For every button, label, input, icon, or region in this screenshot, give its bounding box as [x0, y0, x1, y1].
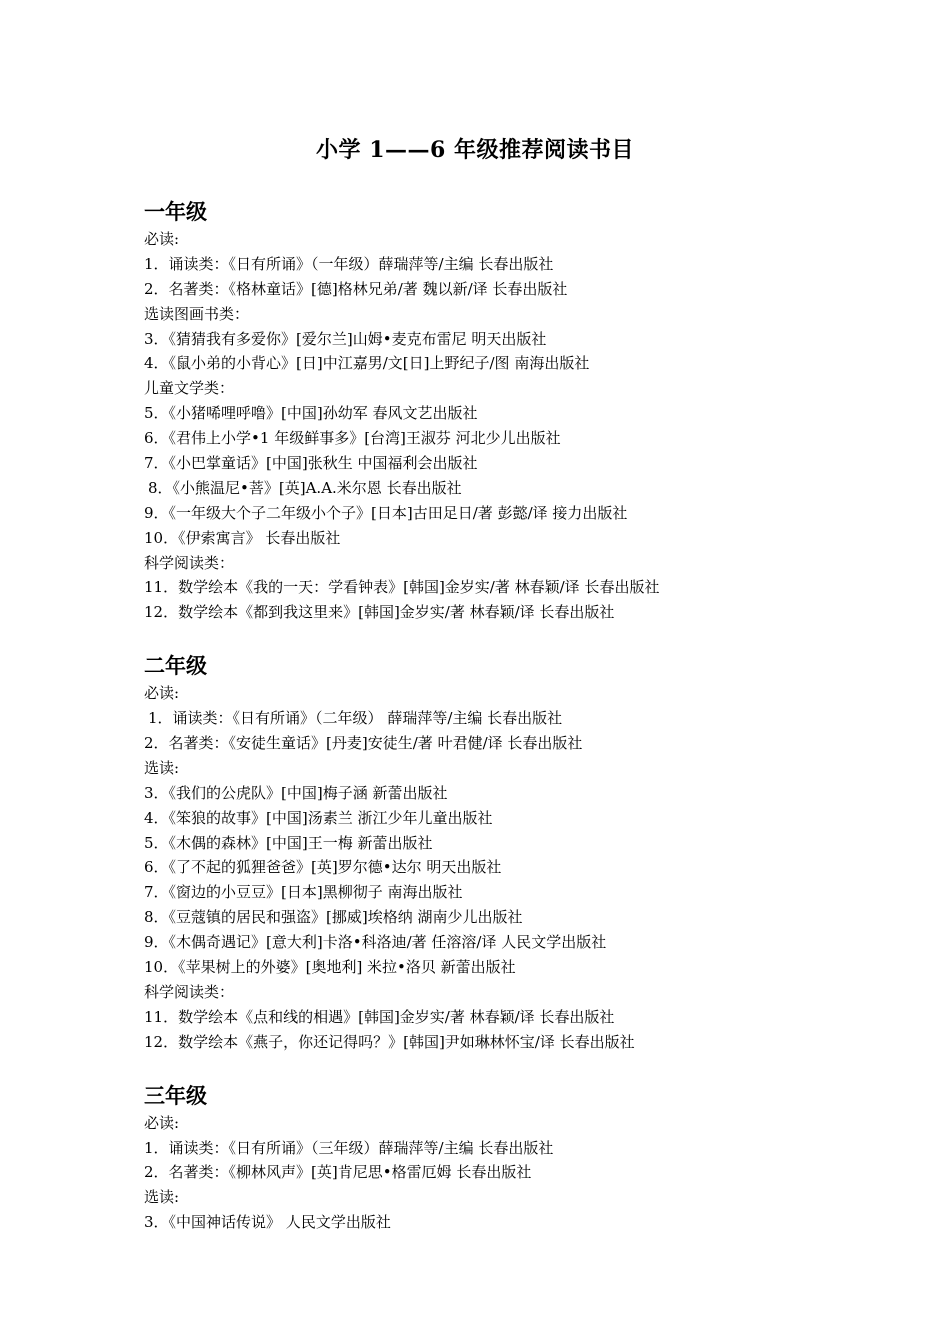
list-line: 4．《鼠小弟的小背心》[日]中江嘉男/文[日]上野纪子/图 南海出版社	[144, 354, 590, 373]
list-line: 选读:	[144, 758, 180, 777]
grade-heading: 三年级	[144, 1082, 207, 1108]
list-line: 儿童文学类：	[144, 379, 235, 398]
page-title: 小学 1——6 年级推荐阅读书目	[316, 137, 634, 163]
list-line: 7．《小巴掌童话》[中国]张秋生 中国福利会出版社	[144, 454, 478, 473]
list-line: 4．《笨狼的故事》[中国]汤素兰 浙江少年儿童出版社	[144, 808, 493, 827]
list-line: 必读:	[144, 684, 180, 703]
list-line: 2．名著类：《安徒生童话》[丹麦]安徒生/著 叶君健/译 长春出版社	[144, 734, 583, 753]
list-line: 9．《木偶奇遇记》[意大利]卡洛•科洛迪/著 任溶溶/译 人民文学出版社	[144, 933, 607, 952]
list-line: 3．《猜猜我有多爱你》[爱尔兰]山姆•麦克布雷尼 明天出版社	[144, 329, 547, 348]
list-line: 12．数学绘本《都到我这里来》[韩国]金岁实/著 林春颖/译 长春出版社	[144, 603, 615, 622]
list-line: 8．《豆蔻镇的居民和强盗》[挪威]埃格纳 湖南少儿出版社	[144, 908, 523, 927]
list-line: 11．数学绘本《我的一天：学看钟表》[韩国]金岁实/著 林春颖/译 长春出版社	[144, 578, 660, 597]
list-line: 科学阅读类：	[144, 553, 235, 572]
list-line: 1．诵读类：《日有所诵》（二年级） 薛瑞萍等/主编 长春出版社	[148, 709, 563, 728]
list-line: 6．《了不起的狐狸爸爸》[英]罗尔德•达尔 明天出版社	[144, 858, 502, 877]
list-line: 选读:	[144, 1188, 180, 1207]
list-line: 6．《君伟上小学•1 年级鲜事多》[台湾]王淑芬 河北少儿出版社	[144, 429, 561, 448]
list-line: 9．《一年级大个子二年级小个子》[日本]古田足日/著 彭懿/译 接力出版社	[144, 503, 628, 522]
list-line: 必读:	[144, 1113, 180, 1132]
list-line: 10．《伊索寓言》 长春出版社	[144, 528, 341, 547]
list-line: 7．《窗边的小豆豆》[日本]黑柳彻子 南海出版社	[144, 883, 463, 902]
grade-section-3	[144, 1081, 864, 1235]
list-line: 12．数学绘本《燕子，你还记得吗？》[韩国]尹如琳林怀宝/译 长春出版社	[144, 1032, 635, 1051]
list-line: 3．《中国神话传说》 人民文学出版社	[144, 1213, 391, 1232]
reading-list	[144, 197, 864, 1235]
list-line: 2．名著类：《格林童话》[德]格林兄弟/著 魏以新/译 长春出版社	[144, 279, 568, 298]
grade-section-2	[144, 651, 864, 1054]
grade-heading: 二年级	[144, 653, 207, 679]
list-line: 必读:	[144, 230, 180, 248]
list-line: 1．诵读类：《日有所诵》（一年级）薛瑞萍等/主编 长春出版社	[144, 254, 554, 273]
list-line: 3．《我们的公虎队》[中国]梅子涵 新蕾出版社	[144, 783, 448, 802]
list-line: 科学阅读类：	[144, 982, 235, 1001]
grade-section-1	[144, 197, 864, 625]
list-line: 11．数学绘本《点和线的相遇》[韩国]金岁实/著 林春颖/译 长春出版社	[144, 1007, 615, 1026]
grade-heading: 一年级	[144, 199, 207, 224]
list-line: 10．《苹果树上的外婆》[奥地利] 米拉•洛贝 新蕾出版社	[144, 958, 516, 977]
list-line: 5．《小猪唏哩呼噜》[中国]孙幼军 春风文艺出版社	[144, 404, 478, 423]
list-line: 2．名著类：《柳林风声》[英]肯尼思•格雷厄姆 长春出版社	[144, 1163, 532, 1182]
list-line: 1．诵读类：《日有所诵》（三年级）薛瑞萍等/主编 长春出版社	[144, 1138, 554, 1157]
list-line: 8．《小熊温尼•菩》[英]A.A.米尔恩 长春出版社	[148, 478, 462, 497]
list-line: 选读图画书类：	[144, 304, 250, 323]
list-line: 5．《木偶的森林》[中国]王一梅 新蕾出版社	[144, 833, 433, 852]
